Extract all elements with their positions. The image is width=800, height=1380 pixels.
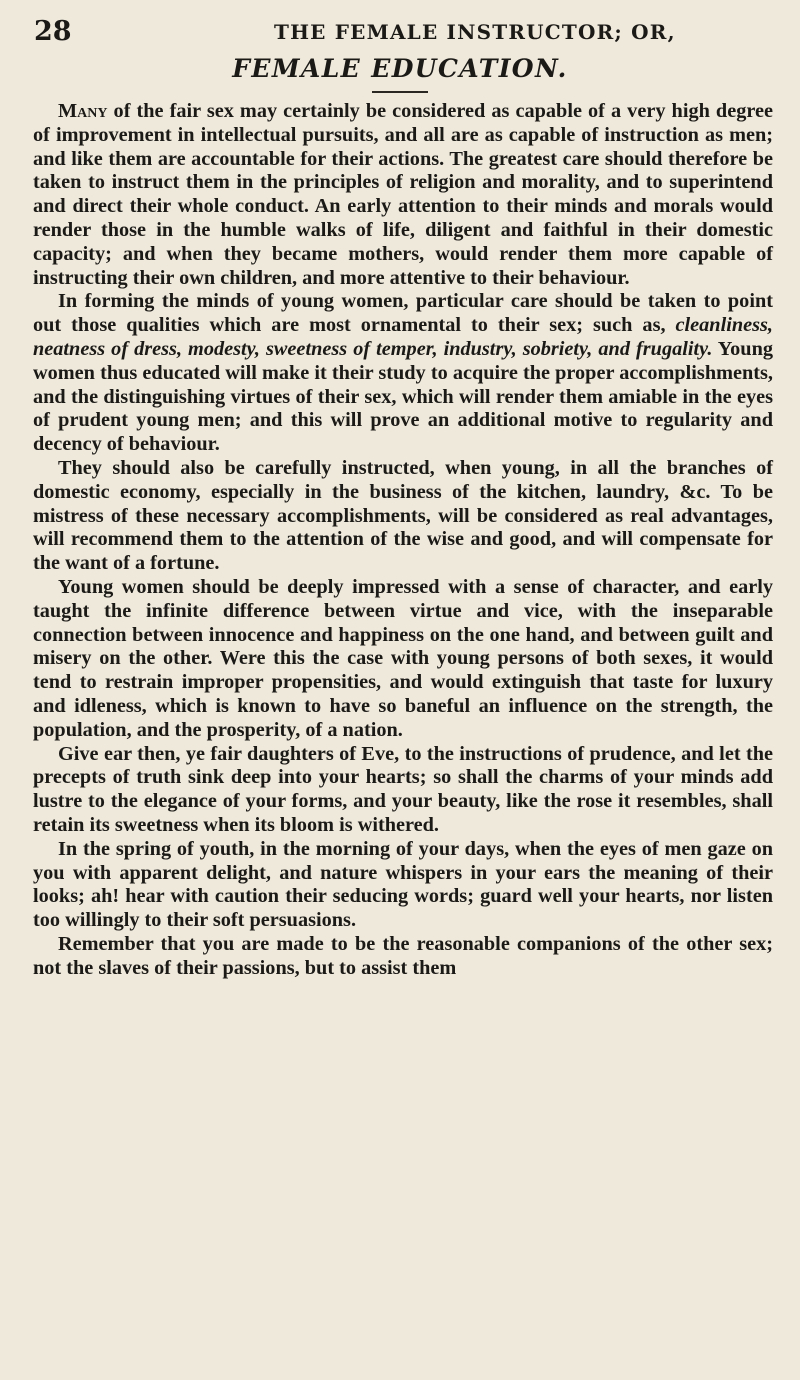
paragraph-2-lead: In forming the minds of young women, particular care should be taken to point out those qualities which are most ornamental to their sex; such as, [33,290,773,337]
page-number: 28 [34,16,72,47]
running-head [34,14,774,54]
paragraph-7: Remember that you are made to be the reasonable companions of the other sex; not the slaves of their passions, but to assist them [33,932,773,979]
paragraph-2-virtues: cleanliness, neatness of dress, modesty, sweetness of temper, industry, sobriety, and frugality. [33,314,773,360]
paragraph-3: They should also be carefully instructed, when young, in all the branches of domestic economy, especially in the business of the kitchen, laundry, &c. To be mistress of these necessary accomplishments, will be considered as real advantages, will recommend them to the attention of the wise and good, and will compensate for the want of a fortune. [33,456,773,575]
title-rule [372,91,428,93]
paragraph-1-text: of the fair sex may certainly be considered as capable of a very high degree of improvement in intellectual pursuits, and all are as capable of instruction as men; and like them are accountable for their actions. The greatest care should therefore be taken to instruct them in the principles of religion and morality, and to superintend and direct their whole conduct. An early attention to their minds and morals would render those in the humble walks of life, diligent and faithful in their domestic capacity; and when they became mothers, would render them more capable of instructing their own children, and more attentive to their behaviour. [33,100,773,289]
paragraph-2-rest: Young women thus educated will make it their study to acquire the proper accomplishments, and the distinguishing virtues of their sex, which will render them amiable in the eyes of prudent young men; and this will prove an additional motive to regularity and decency of behaviour. [33,337,774,456]
body-text [33,100,773,980]
paragraph-4: Young women should be deeply impressed with a sense of character, and early taught the infinite difference between virtue and vice, with the inseparable connection between innocence and happiness on the one hand, and between guilt and misery on the other. Were this the case with young persons of both sexes, it would tend to restrain improper propensities, and would extinguish that taste for luxury and idleness, which is known to have so baneful an influence on the strength, the population, and the prosperity, of a nation. [33,575,773,741]
section-title: FEMALE EDUCATION. [232,54,568,83]
paragraph-6: In the spring of youth, in the morning of your days, when the eyes of men gaze on you with apparent delight, and nature whispers in your ears the meaning of their looks; ah! hear with caution their seducing words; guard well your hearts, nor listen too willingly to their soft persuasions. [33,837,773,932]
drop-word: Many [58,100,108,122]
paragraph-5: Give ear then, ye fair daughters of Eve, to the instructions of prudence, and let the precepts of truth sink deep into your hearts; so shall the charms of your minds add lustre to the elegance of your forms, and your beauty, like the rose it resembles, shall retain its sweetness when its bloom is withered. [33,742,773,836]
paragraph-1 [33,100,773,290]
paragraph-2 [33,290,773,457]
running-title: THE FEMALE INSTRUCTOR; OR, [274,20,676,44]
